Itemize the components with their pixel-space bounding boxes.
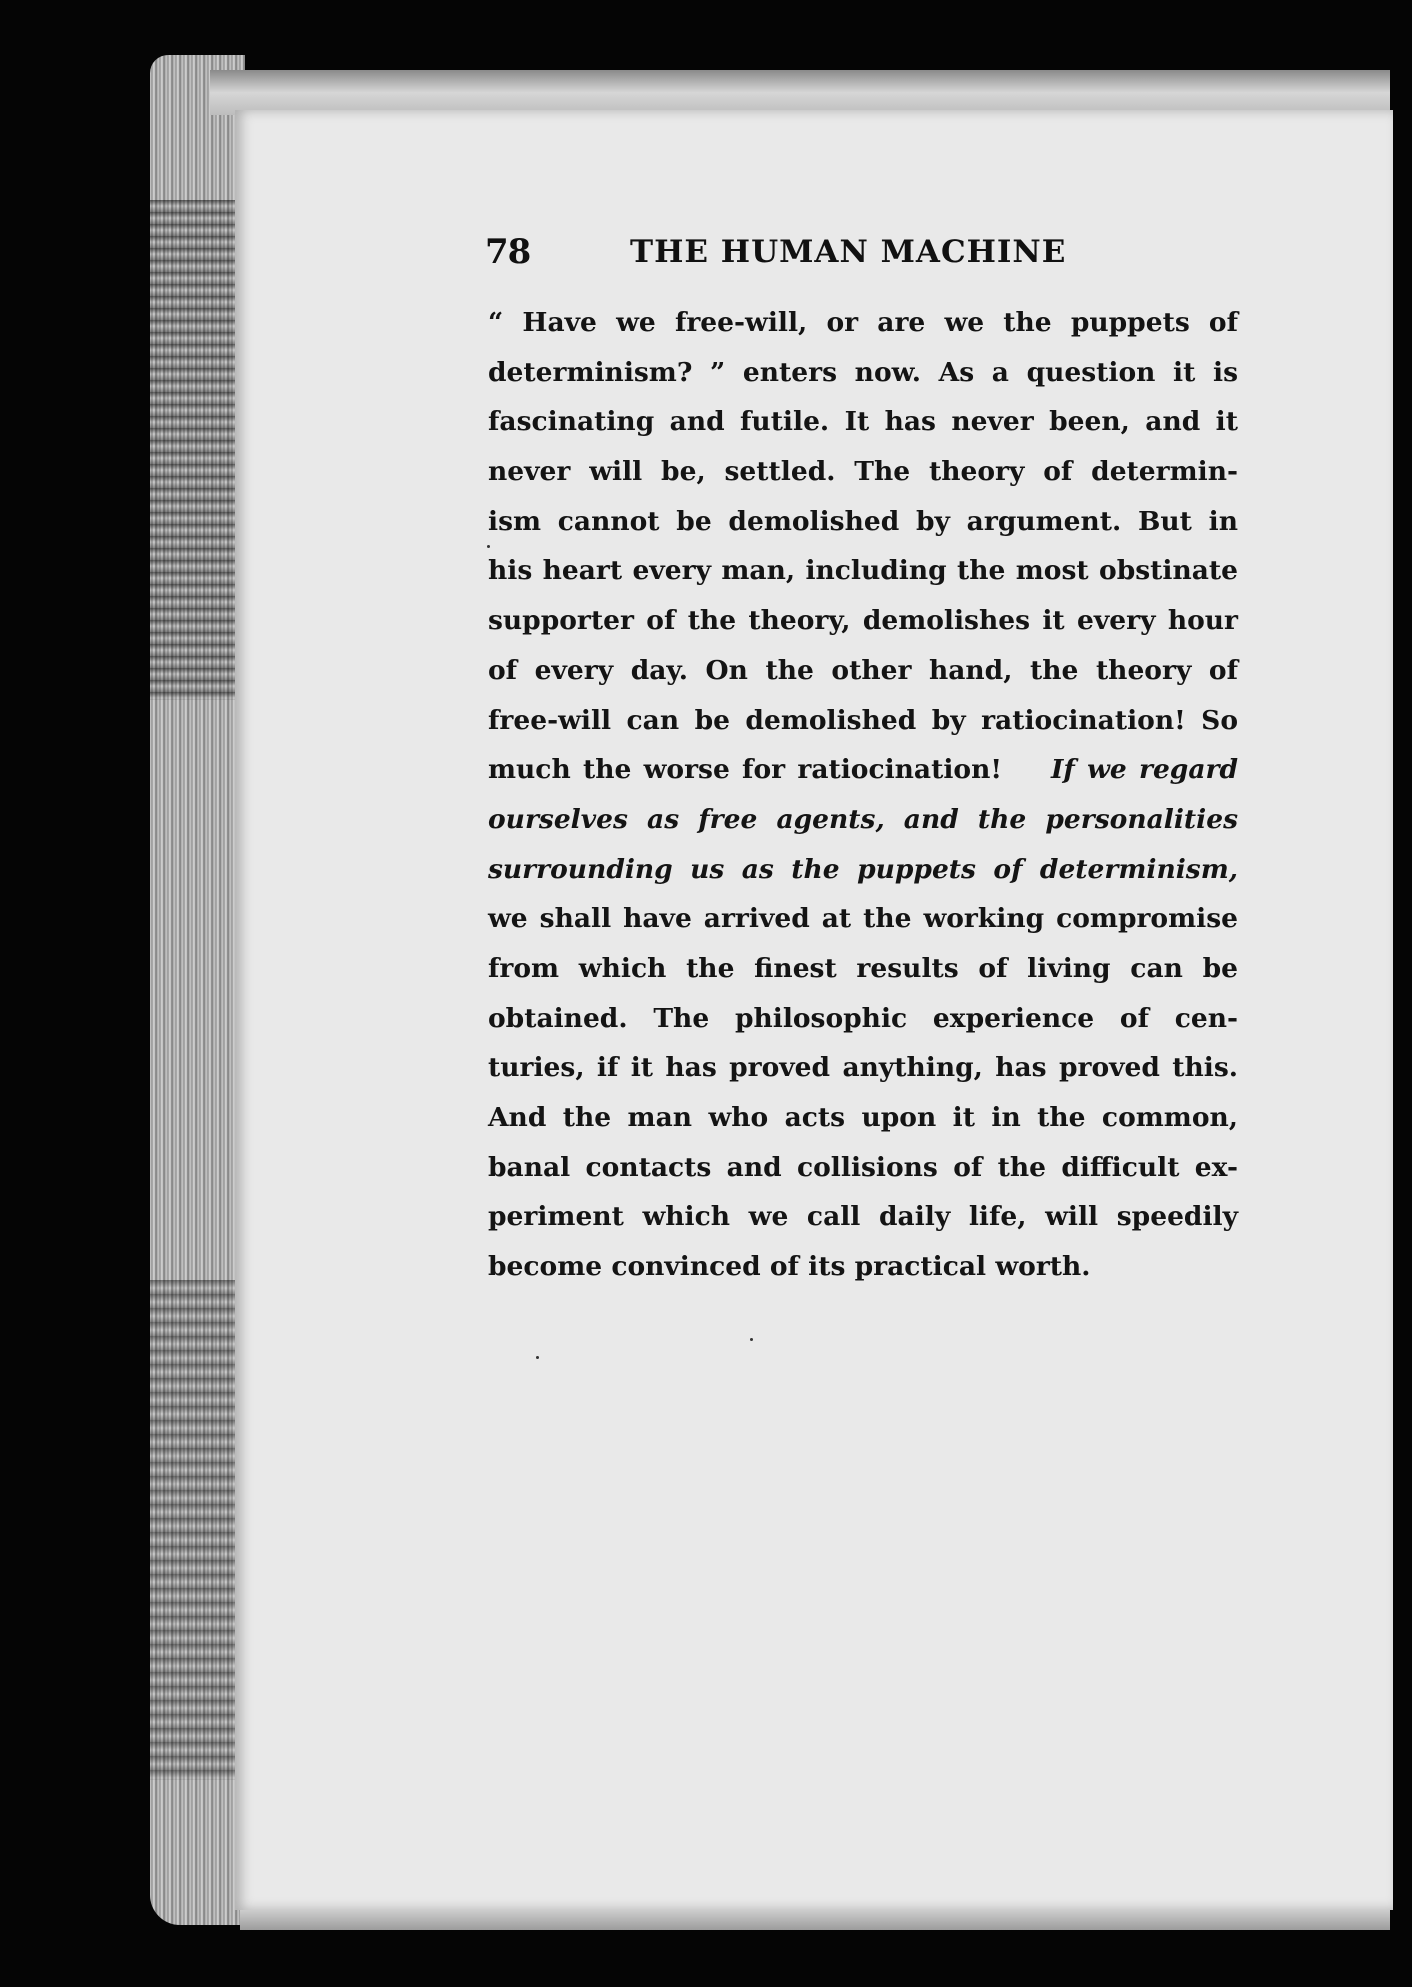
scan-speck — [750, 1338, 753, 1341]
text-line: become convinced of its practical worth. — [488, 1251, 1091, 1283]
text-line: ism cannot be demolished by argument. But in — [488, 505, 1238, 537]
text-line: periment which we call daily life, will speedily — [488, 1201, 1238, 1233]
text-line: supporter of the theory, demolishes it every hour — [488, 605, 1238, 637]
page-edges-shadow — [150, 200, 240, 700]
text-line-italic: surrounding us as the puppets of determinism, — [488, 853, 1238, 885]
book-top-edge — [210, 70, 1390, 115]
text-line: And the man who acts upon it in the common, — [488, 1102, 1238, 1133]
body-text — [488, 298, 1238, 1292]
text-line: fascinating and futile. It has never been, and it — [488, 406, 1238, 438]
text-line: obtained. The philosophic experience of cen- — [488, 1002, 1238, 1034]
running-head — [485, 232, 1085, 282]
text-line: banal contacts and collisions of the difficult ex- — [488, 1151, 1238, 1183]
text-line: “ Have we free-will, or are we the puppets of — [488, 307, 1238, 338]
running-title: THE HUMAN MACHINE — [630, 234, 1067, 270]
text-line-roman-part: much the worse for ratiocination! — [488, 754, 1002, 786]
scan-speck — [536, 1356, 539, 1359]
text-line-mixed — [488, 745, 1238, 795]
text-line: turies, if it has proved anything, has proved this. — [488, 1052, 1238, 1084]
text-line: determinism? ” enters now. As a question it is — [488, 356, 1238, 388]
italic-fragment: If we regard — [1051, 754, 1239, 786]
text-line: free-will can be demolished by ratiocination! So — [488, 704, 1238, 736]
scan-speck — [487, 545, 490, 548]
page-edges-shadow — [150, 1280, 240, 1780]
text-line: never will be, settled. The theory of determin- — [488, 456, 1238, 488]
text-line: of every day. On the other hand, the theory of — [488, 654, 1238, 686]
text-line: we shall have arrived at the working compromise — [488, 903, 1238, 935]
text-line: his heart every man, including the most obstinate — [488, 555, 1238, 587]
text-line-italic: ourselves as free agents, and the personalities — [488, 803, 1238, 835]
text-line: from which the finest results of living can be — [488, 952, 1238, 984]
page-number: 78 — [485, 232, 531, 272]
